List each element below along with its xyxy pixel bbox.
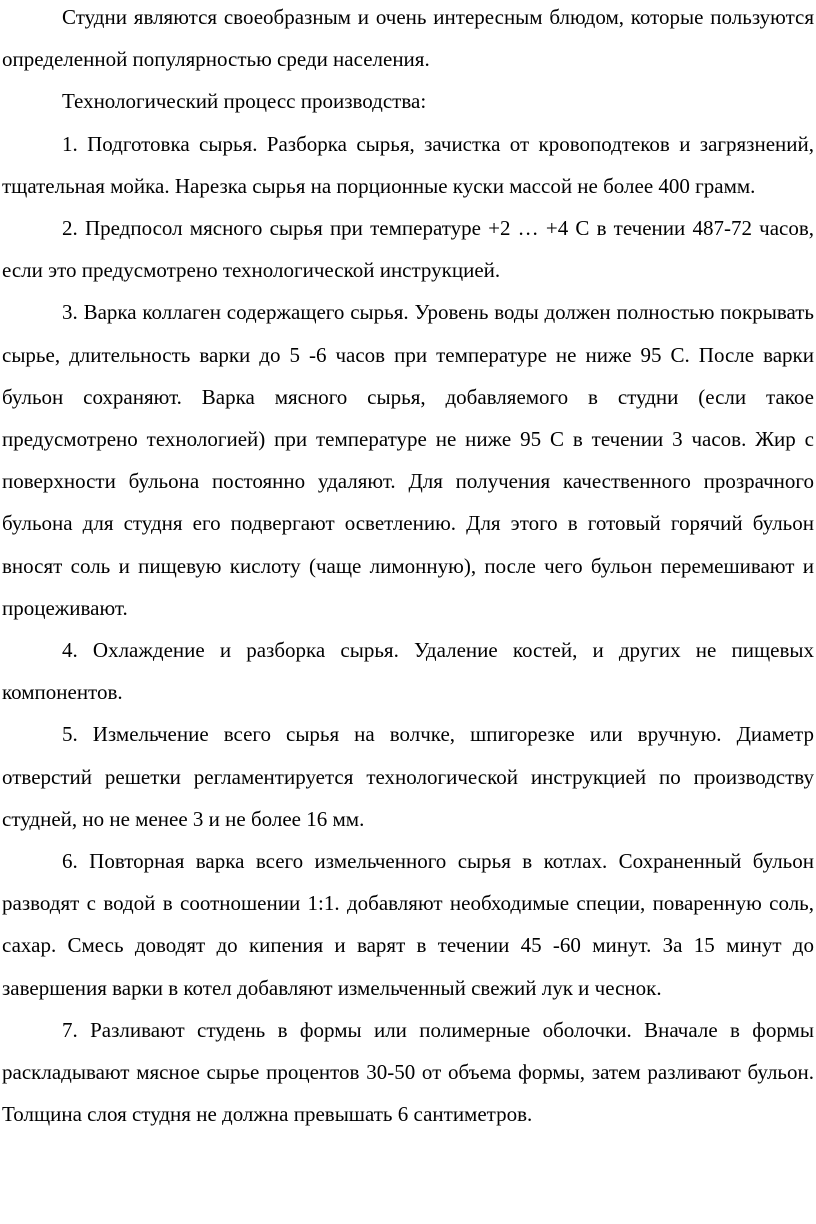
step-6-paragraph: 6. Повторная варка всего измельченного сырья в котлах. Сохраненный бульон разводят с водой в соотношении 1:1. добавляют необходимые специи, поваренную соль, сахар. Смесь доводят до кипения и варят в течении 45 -60 минут. За 15 минут до завершения варки в котел добавляют измельченный свежий лук и чеснок. bbox=[2, 849, 814, 1000]
process-heading: Технологический процесс производства: bbox=[62, 89, 427, 114]
step-2-paragraph: 2. Предпосол мясного сырья при температуре +2 … +4 С в течении 487-72 часов, если это предусмотрено технологической инструкцией. bbox=[2, 216, 814, 283]
step-4-paragraph: 4. Охлаждение и разборка сырья. Удаление костей, и других не пищевых компонентов. bbox=[2, 638, 814, 705]
step-7-paragraph: 7. Разливают студень в формы или полимерные оболочки. Вначале в формы раскладывают мясное сырье процентов 30-50 от объема формы, затем разливают бульон. Толщина слоя студня не должна превышать 6 сантиметров. bbox=[2, 1017, 814, 1127]
step-3-paragraph: 3. Варка коллаген содержащего сырья. Уровень воды должен полностью покрывать сырье, длительность варки до 5 -6 часов при температуре не ниже 95 С. После варки бульон сохраняют. Варка мясного сырья, добавляемого в студни (если такое предусмотрено технологией) при температуре не ниже 95 С в течении 3 часов. Жир с поверхности бульона постоянно удаляют. Для получения качественного прозрачного бульона для студня его подвергают осветлению. Для этого в готовый горячий бульон вносят соль и пищевую кислоту (чаще лимонную), после чего бульон перемешивают и процеживают. bbox=[2, 300, 814, 620]
intro-paragraph: Студни являются своеобразным и очень интересным блюдом, которые пользуются определенной популярностью среди населения. bbox=[2, 5, 814, 72]
step-1-paragraph: 1. Подготовка сырья. Разборка сырья, зачистка от кровоподтеков и загрязнений, тщательная мойка. Нарезка сырья на порционные куски массой не более 400 грамм. bbox=[2, 131, 814, 198]
step-5-paragraph: 5. Измельчение всего сырья на волчке, шпигорезке или вручную. Диаметр отверстий решетки регламентируется технологической инструкцией по производству студней, но не менее 3 и не более 16 мм. bbox=[2, 722, 814, 831]
